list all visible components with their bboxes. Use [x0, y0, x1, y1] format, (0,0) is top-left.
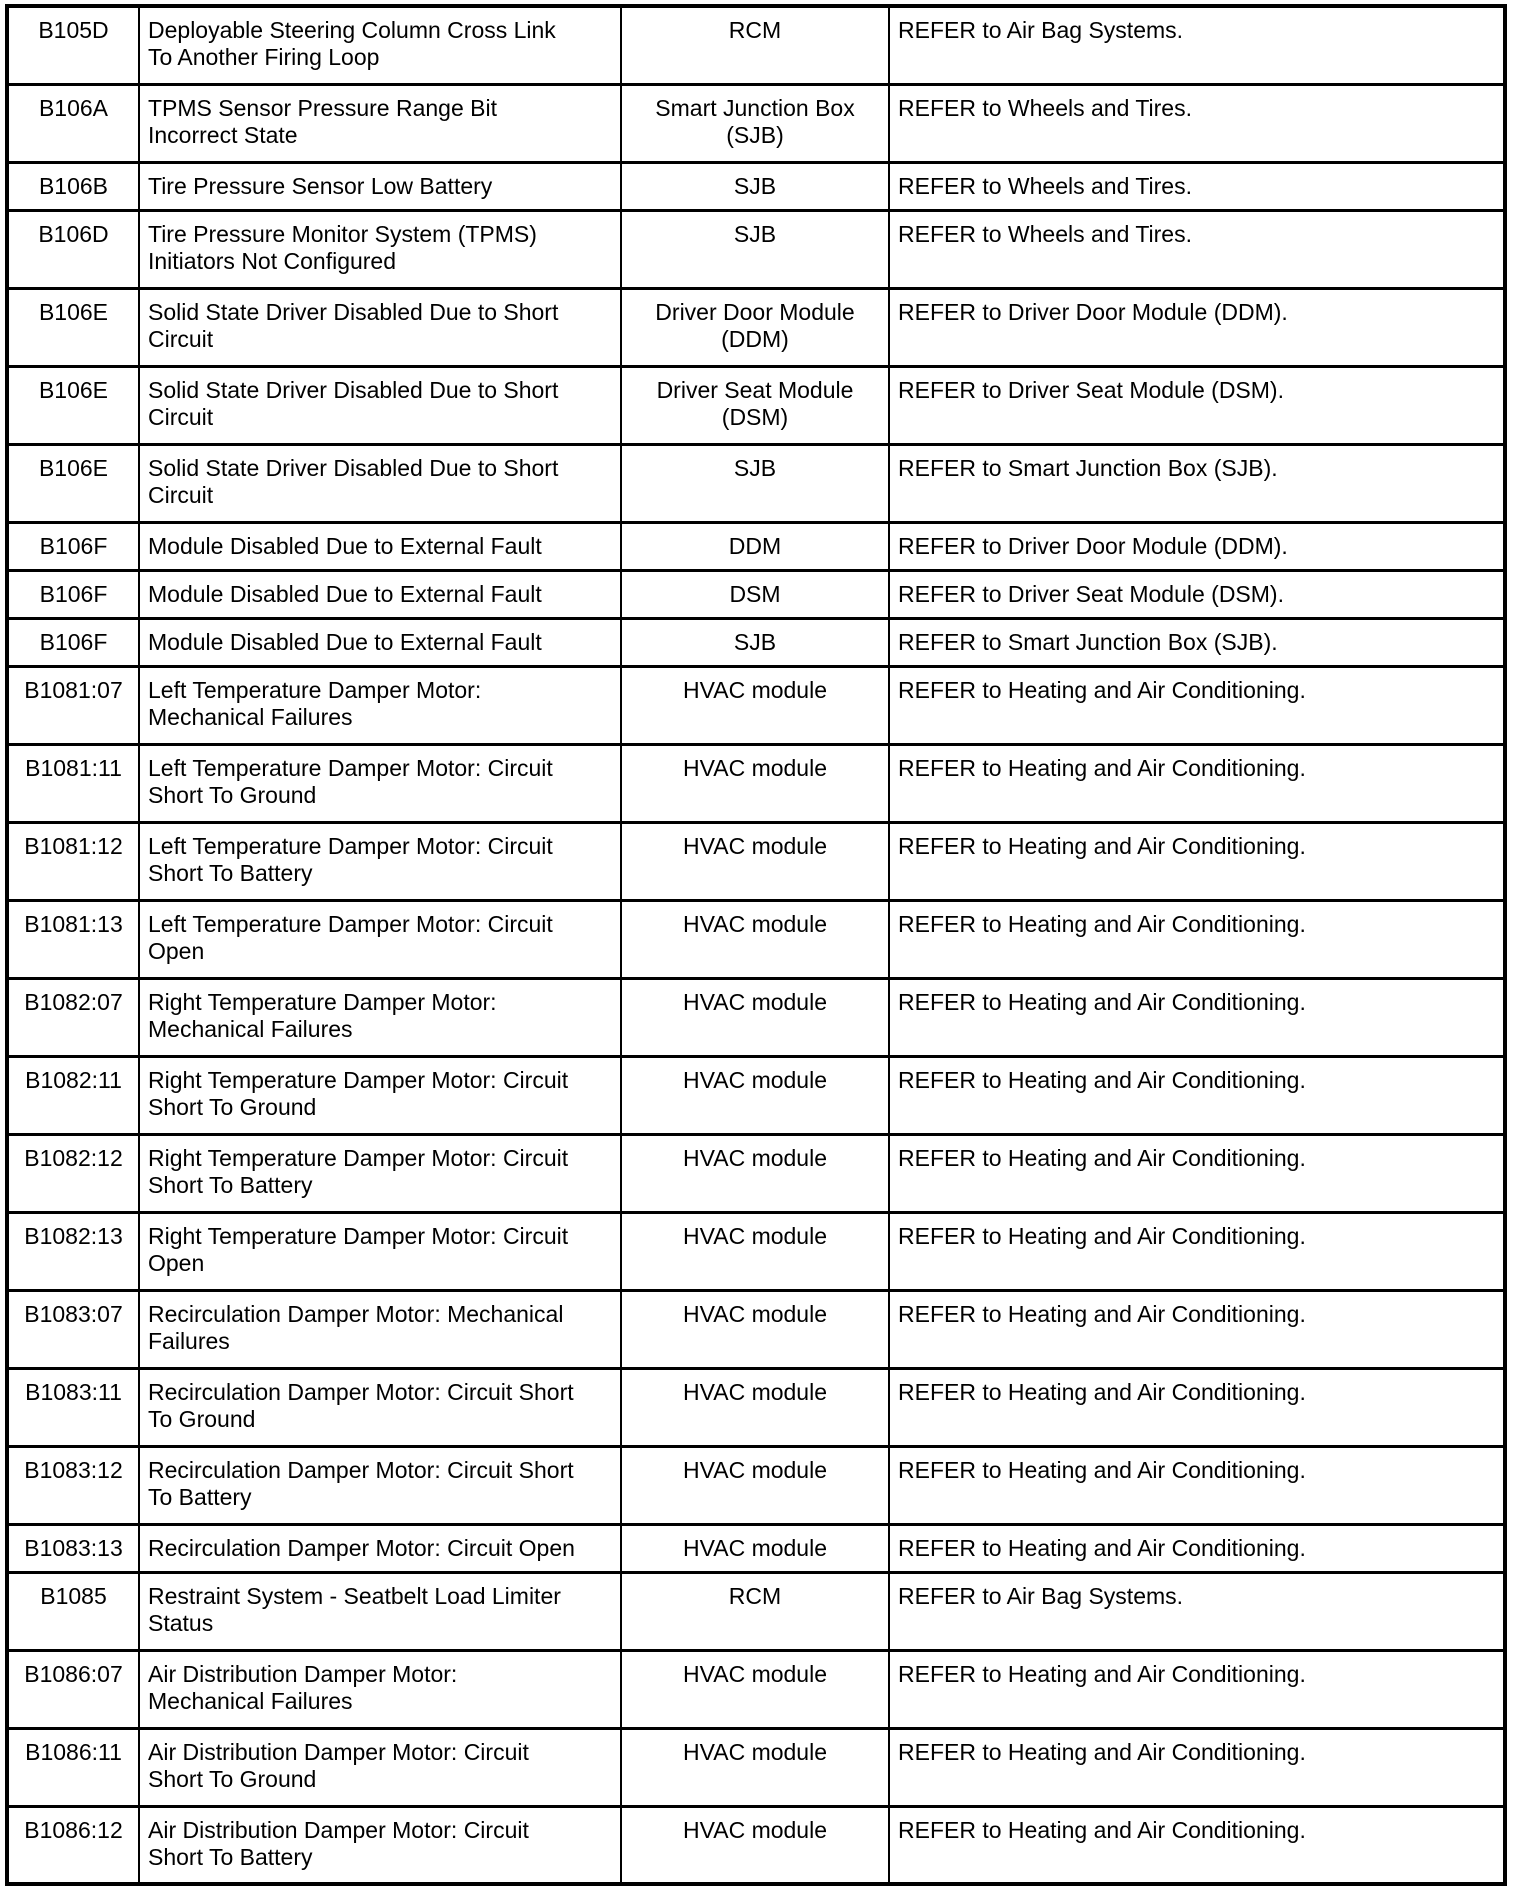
table-row — [7, 162, 1505, 210]
module-line: SJB — [733, 172, 777, 199]
module-line: HVAC module — [682, 1534, 828, 1561]
action-cell: REFER to Heating and Air Conditioning. — [889, 1368, 1505, 1446]
module-line: HVAC module — [682, 1066, 828, 1093]
table-row — [7, 522, 1505, 570]
dtc-code-cell: B106E — [7, 366, 139, 444]
description-cell — [139, 288, 621, 366]
description-cell — [139, 900, 621, 978]
description-line: Short To Battery — [148, 1171, 313, 1198]
module-line: Driver Door Module — [655, 298, 855, 325]
description-line: Solid State Driver Disabled Due to Short — [148, 376, 559, 403]
module-line: Smart Junction Box — [655, 94, 855, 121]
module-line: HVAC module — [682, 754, 828, 781]
description-cell — [139, 1212, 621, 1290]
dtc-code-cell: B106D — [7, 210, 139, 288]
dtc-table — [5, 4, 1507, 1886]
module-line: HVAC module — [682, 832, 828, 859]
action-cell: REFER to Wheels and Tires. — [889, 162, 1505, 210]
table-row — [7, 444, 1505, 522]
action-cell: REFER to Heating and Air Conditioning. — [889, 900, 1505, 978]
description-line: Right Temperature Damper Motor: Circuit — [148, 1066, 569, 1093]
module-line: HVAC module — [682, 988, 828, 1015]
description-line: To Ground — [148, 1405, 256, 1432]
module-line: HVAC module — [682, 1300, 828, 1327]
dtc-code-cell: B1082:07 — [7, 978, 139, 1056]
table-row — [7, 1368, 1505, 1446]
dtc-code-cell: B1083:07 — [7, 1290, 139, 1368]
module-line: HVAC module — [682, 1738, 828, 1765]
description-line: Air Distribution Damper Motor: — [148, 1660, 458, 1687]
description-cell — [139, 84, 621, 162]
description-line: Left Temperature Damper Motor: Circuit — [148, 910, 553, 937]
table-row — [7, 1572, 1505, 1650]
table-row — [7, 618, 1505, 666]
action-cell: REFER to Heating and Air Conditioning. — [889, 666, 1505, 744]
description-line: Left Temperature Damper Motor: Circuit — [148, 832, 553, 859]
description-cell — [139, 1056, 621, 1134]
module-line: SJB — [733, 220, 777, 247]
module-line: HVAC module — [682, 1660, 828, 1687]
dtc-code-cell: B1086:12 — [7, 1806, 139, 1884]
action-cell: REFER to Heating and Air Conditioning. — [889, 1212, 1505, 1290]
description-line: Circuit — [148, 481, 214, 508]
dtc-table-body — [7, 6, 1505, 1884]
module-line: SJB — [733, 628, 777, 655]
dtc-code-cell: B105D — [38, 17, 109, 43]
description-cell — [139, 6, 621, 84]
module-line: Driver Seat Module — [656, 376, 854, 403]
module-line: SJB — [733, 454, 777, 481]
description-line: Module Disabled Due to External Fault — [148, 532, 542, 559]
module-line: HVAC module — [682, 910, 828, 937]
description-line: Module Disabled Due to External Fault — [148, 580, 542, 607]
table-row — [7, 1212, 1505, 1290]
description-line: Restraint System - Seatbelt Load Limiter — [148, 1582, 561, 1609]
module-cell — [621, 978, 889, 1056]
module-line: DDM — [728, 532, 782, 559]
description-line: Right Temperature Damper Motor: Circuit — [148, 1144, 569, 1171]
description-line: Short To Ground — [148, 1093, 317, 1120]
action-cell: REFER to Air Bag Systems. — [889, 1572, 1505, 1650]
description-line: Right Temperature Damper Motor: — [148, 988, 497, 1015]
description-cell — [139, 618, 621, 666]
module-line: RCM — [728, 17, 782, 43]
description-cell — [139, 1572, 621, 1650]
module-line: HVAC module — [682, 676, 828, 703]
table-row — [7, 744, 1505, 822]
dtc-code-cell: B106E — [7, 444, 139, 522]
description-cell — [139, 570, 621, 618]
dtc-code-cell: B1086:11 — [7, 1728, 139, 1806]
module-cell — [621, 1134, 889, 1212]
description-cell — [139, 444, 621, 522]
description-line: Short To Battery — [148, 1843, 313, 1870]
action-cell: REFER to Heating and Air Conditioning. — [889, 744, 1505, 822]
module-cell — [621, 1056, 889, 1134]
description-line: Open — [148, 937, 205, 964]
description-line: Circuit — [148, 325, 214, 352]
action-cell: REFER to Heating and Air Conditioning. — [889, 978, 1505, 1056]
description-cell — [139, 1290, 621, 1368]
table-row — [7, 666, 1505, 744]
description-cell — [139, 666, 621, 744]
description-line: Tire Pressure Monitor System (TPMS) — [148, 220, 537, 247]
action-cell: REFER to Driver Door Module (DDM). — [889, 288, 1505, 366]
dtc-code-cell: B106E — [7, 288, 139, 366]
dtc-code-cell: B1081:07 — [7, 666, 139, 744]
description-cell — [139, 210, 621, 288]
module-cell — [621, 366, 889, 444]
module-cell — [621, 84, 889, 162]
description-line: Deployable Steering Column Cross Link — [148, 17, 556, 43]
description-line: Short To Ground — [148, 1765, 317, 1792]
table-row — [7, 1728, 1505, 1806]
module-cell — [621, 1290, 889, 1368]
table-row — [7, 366, 1505, 444]
action-cell: REFER to Heating and Air Conditioning. — [889, 1728, 1505, 1806]
action-cell: REFER to Wheels and Tires. — [889, 210, 1505, 288]
dtc-code-cell: B1082:13 — [7, 1212, 139, 1290]
description-line: Open — [148, 1249, 205, 1276]
action-cell: REFER to Heating and Air Conditioning. — [889, 1806, 1505, 1884]
action-cell: REFER to Heating and Air Conditioning. — [889, 1524, 1505, 1572]
action-cell: REFER to Heating and Air Conditioning. — [889, 1290, 1505, 1368]
table-row — [7, 84, 1505, 162]
description-cell — [139, 1446, 621, 1524]
description-line: Circuit — [148, 403, 214, 430]
description-line: Incorrect State — [148, 121, 298, 148]
description-line: Short To Ground — [148, 781, 317, 808]
module-cell — [621, 162, 889, 210]
description-cell — [139, 1368, 621, 1446]
dtc-code-cell: B1082:11 — [7, 1056, 139, 1134]
action-cell: REFER to Heating and Air Conditioning. — [889, 1056, 1505, 1134]
module-line: HVAC module — [682, 1144, 828, 1171]
description-line: Recirculation Damper Motor: Mechanical — [148, 1300, 564, 1327]
table-row — [7, 900, 1505, 978]
module-cell — [621, 1728, 889, 1806]
dtc-code-cell: B1082:12 — [7, 1134, 139, 1212]
description-cell — [139, 1134, 621, 1212]
description-line: Recirculation Damper Motor: Circuit Open — [148, 1534, 575, 1561]
module-cell — [621, 900, 889, 978]
description-line: Mechanical Failures — [148, 1015, 353, 1042]
description-line: Module Disabled Due to External Fault — [148, 628, 542, 655]
table-row — [7, 1056, 1505, 1134]
module-line: RCM — [728, 1582, 782, 1609]
action-cell: REFER to Driver Seat Module (DSM). — [889, 366, 1505, 444]
dtc-code-cell: B1083:12 — [7, 1446, 139, 1524]
dtc-code-cell: B1081:12 — [7, 822, 139, 900]
dtc-code-cell: B1081:13 — [7, 900, 139, 978]
action-cell: REFER to Smart Junction Box (SJB). — [889, 618, 1505, 666]
description-line: To Battery — [148, 1483, 252, 1510]
dtc-code-cell: B1081:11 — [7, 744, 139, 822]
module-line: (DSM) — [721, 403, 789, 430]
module-cell — [621, 288, 889, 366]
description-line: Right Temperature Damper Motor: Circuit — [148, 1222, 569, 1249]
action-cell: REFER to Wheels and Tires. — [889, 84, 1505, 162]
action-cell: REFER to Driver Door Module (DDM). — [889, 522, 1505, 570]
dtc-code-cell: B1085 — [7, 1572, 139, 1650]
module-line: DSM — [729, 580, 781, 607]
dtc-code-cell: B1083:13 — [7, 1524, 139, 1572]
table-row — [7, 288, 1505, 366]
description-cell — [139, 1728, 621, 1806]
module-cell — [621, 210, 889, 288]
dtc-code-cell: B1086:07 — [7, 1650, 139, 1728]
module-cell — [621, 570, 889, 618]
description-line: Solid State Driver Disabled Due to Short — [148, 298, 559, 325]
description-cell — [139, 162, 621, 210]
description-line: Short To Battery — [148, 859, 313, 886]
dtc-code-cell: B106F — [7, 570, 139, 618]
description-cell — [139, 1650, 621, 1728]
description-line: To Another Firing Loop — [148, 44, 380, 70]
table-row — [7, 1524, 1505, 1572]
module-cell — [621, 744, 889, 822]
module-cell — [621, 1572, 889, 1650]
action-cell: REFER to Driver Seat Module (DSM). — [889, 570, 1505, 618]
module-cell — [621, 1524, 889, 1572]
dtc-code-cell: B1083:11 — [7, 1368, 139, 1446]
description-line: Mechanical Failures — [148, 1687, 353, 1714]
table-row — [7, 570, 1505, 618]
table-row — [7, 822, 1505, 900]
table-row — [7, 6, 1505, 84]
module-cell — [621, 1212, 889, 1290]
description-line: Air Distribution Damper Motor: Circuit — [148, 1738, 529, 1765]
action-cell: REFER to Heating and Air Conditioning. — [889, 1650, 1505, 1728]
module-cell — [621, 666, 889, 744]
description-line: Initiators Not Configured — [148, 247, 397, 274]
description-line: Status — [148, 1609, 214, 1636]
module-cell — [621, 1446, 889, 1524]
module-cell — [621, 1650, 889, 1728]
module-cell — [621, 522, 889, 570]
dtc-code-cell: B106A — [7, 84, 139, 162]
module-line: HVAC module — [682, 1456, 828, 1483]
action-cell: REFER to Heating and Air Conditioning. — [889, 1134, 1505, 1212]
table-row — [7, 1134, 1505, 1212]
dtc-code-cell: B106F — [7, 618, 139, 666]
table-row — [7, 1446, 1505, 1524]
module-cell — [621, 618, 889, 666]
description-line: Tire Pressure Sensor Low Battery — [148, 172, 493, 199]
description-line: TPMS Sensor Pressure Range Bit — [148, 94, 497, 121]
description-cell — [139, 822, 621, 900]
table-row — [7, 1650, 1505, 1728]
table-row — [7, 1290, 1505, 1368]
action-cell: REFER to Smart Junction Box (SJB). — [889, 444, 1505, 522]
table-row — [7, 1806, 1505, 1884]
module-line: (SJB) — [726, 121, 784, 148]
module-cell — [621, 1368, 889, 1446]
module-line: HVAC module — [682, 1816, 828, 1843]
table-row — [7, 210, 1505, 288]
description-cell — [139, 978, 621, 1056]
description-line: Failures — [148, 1327, 230, 1354]
module-line: HVAC module — [682, 1222, 828, 1249]
description-line: Left Temperature Damper Motor: — [148, 676, 482, 703]
description-cell — [139, 1806, 621, 1884]
description-cell — [139, 522, 621, 570]
table-row — [7, 978, 1505, 1056]
module-line: HVAC module — [682, 1378, 828, 1405]
dtc-code-cell: B106F — [7, 522, 139, 570]
description-line: Recirculation Damper Motor: Circuit Short — [148, 1456, 574, 1483]
module-cell — [621, 822, 889, 900]
module-cell — [621, 6, 889, 84]
description-line: Left Temperature Damper Motor: Circuit — [148, 754, 553, 781]
description-cell — [139, 366, 621, 444]
module-cell — [621, 444, 889, 522]
description-cell — [139, 744, 621, 822]
description-line: Recirculation Damper Motor: Circuit Short — [148, 1378, 574, 1405]
action-cell: REFER to Heating and Air Conditioning. — [889, 1446, 1505, 1524]
action-cell: REFER to Air Bag Systems. — [889, 6, 1505, 84]
module-line: (DDM) — [721, 325, 789, 352]
dtc-code-cell: B106B — [7, 162, 139, 210]
module-cell — [621, 1806, 889, 1884]
description-cell — [139, 1524, 621, 1572]
description-line: Solid State Driver Disabled Due to Short — [148, 454, 559, 481]
description-line: Air Distribution Damper Motor: Circuit — [148, 1816, 529, 1843]
description-line: Mechanical Failures — [148, 703, 353, 730]
action-cell: REFER to Heating and Air Conditioning. — [889, 822, 1505, 900]
